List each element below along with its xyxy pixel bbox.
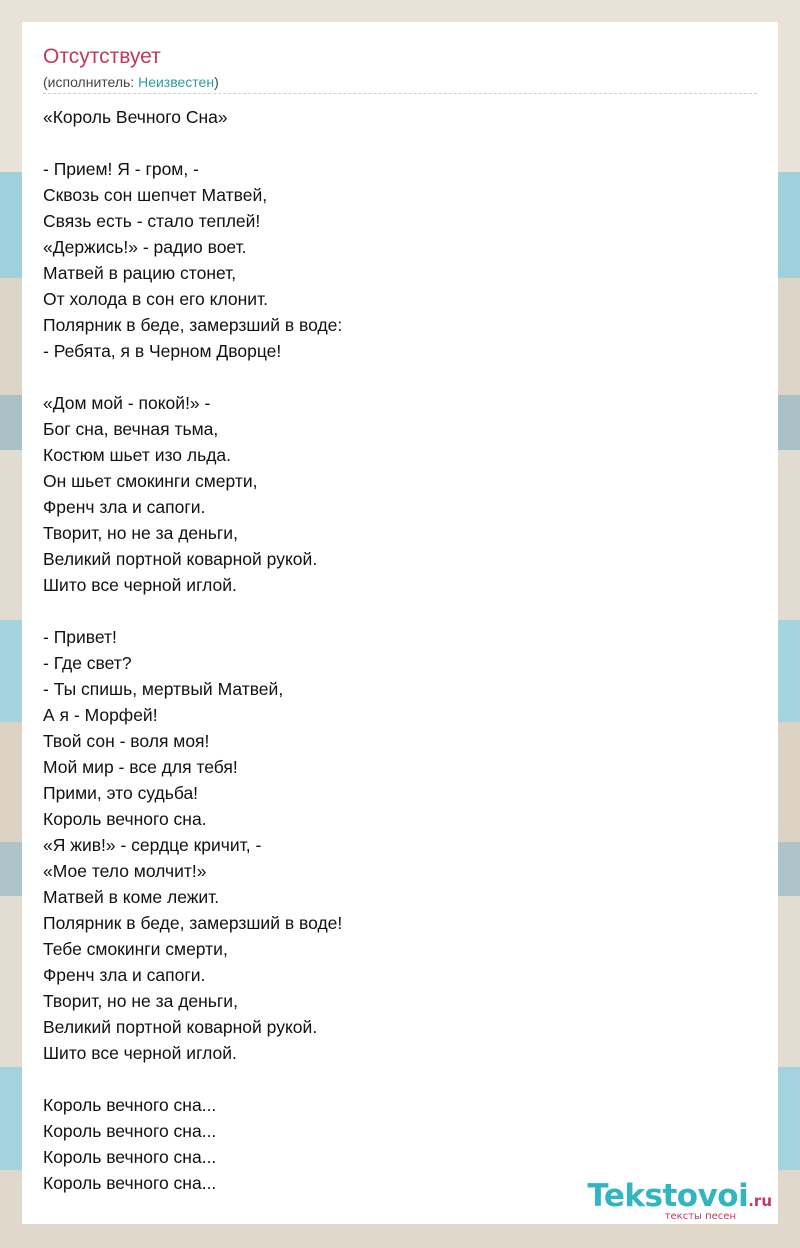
lyric-line: А я - Морфей! <box>43 705 158 725</box>
logo-tagline: тексты песен <box>664 1211 736 1222</box>
lyric-line: - Привет! <box>43 627 117 647</box>
artist-line <box>43 73 219 91</box>
lyric-line: Великий портной коварной рукой. <box>43 1017 318 1037</box>
lyric-line: Творит, но не за деньги, <box>43 991 238 1011</box>
lyric-line: Полярник в беде, замерзший в воде: <box>43 315 343 335</box>
lyric-line: «Мое тело молчит!» <box>43 861 207 881</box>
song-title: Отсутствует <box>43 45 161 68</box>
lyric-line: - Ты спишь, мертвый Матвей, <box>43 679 284 699</box>
lyric-line: Костюм шьет изо льда. <box>43 445 232 465</box>
lyric-line: «Я жив!» - сердце кричит, - <box>43 835 262 855</box>
lyric-line: Френч зла и сапоги. <box>43 497 206 517</box>
lyric-line: Король вечного сна... <box>43 1095 217 1115</box>
lyric-line: - Ребята, я в Черном Дворце! <box>43 341 282 361</box>
lyric-line: Бог сна, вечная тьма, <box>43 419 219 439</box>
lyric-line: Он шьет смокинги смерти, <box>43 471 258 491</box>
artist-suffix: ) <box>214 74 219 90</box>
artist-prefix: (исполнитель: <box>43 74 139 90</box>
lyric-line: Тебе смокинги смерти, <box>43 939 228 959</box>
artist-link[interactable]: Неизвестен <box>138 74 215 90</box>
lyric-line: Король вечного сна. <box>43 809 207 829</box>
lyric-line: Король вечного сна... <box>43 1121 217 1141</box>
lyric-line: «Держись!» - радио воет. <box>43 237 247 257</box>
lyric-line: От холода в сон его клонит. <box>43 289 269 309</box>
lyric-line: Великий портной коварной рукой. <box>43 549 318 569</box>
header-divider <box>43 93 757 94</box>
lyric-line <box>43 598 743 624</box>
lyric-line: Мой мир - все для тебя! <box>43 757 238 777</box>
lyric-line: Творит, но не за деньги, <box>43 523 238 543</box>
lyric-line: Твой сон - воля моя! <box>43 731 210 751</box>
logo-name: Tekstovoi <box>587 1178 749 1214</box>
logo-tld: .ru <box>748 1192 772 1210</box>
lyric-line: Матвей в рацию стонет, <box>43 263 237 283</box>
lyric-line: Связь есть - стало теплей! <box>43 211 261 231</box>
lyric-line: Король вечного сна... <box>43 1147 217 1167</box>
lyrics-card <box>22 22 778 1224</box>
lyric-line: Полярник в беде, замерзший в воде! <box>43 913 343 933</box>
lyric-line: Сквозь сон шепчет Матвей, <box>43 185 268 205</box>
lyric-line: Матвей в коме лежит. <box>43 887 220 907</box>
lyrics-text <box>43 104 743 1196</box>
lyric-line <box>43 1066 743 1092</box>
site-logo[interactable] <box>587 1178 772 1222</box>
lyric-line: Френч зла и сапоги. <box>43 965 206 985</box>
lyric-line: Шито все черной иглой. <box>43 575 237 595</box>
lyric-line: Король вечного сна... <box>43 1173 217 1193</box>
lyric-line: «Король Вечного Сна» <box>43 107 228 127</box>
lyric-line: Шито все черной иглой. <box>43 1043 237 1063</box>
lyric-line <box>43 364 743 390</box>
lyric-line: Прими, это судьба! <box>43 783 199 803</box>
lyric-line: - Где свет? <box>43 653 132 673</box>
lyric-line: «Дом мой - покой!» - <box>43 393 211 413</box>
lyric-line <box>43 130 743 156</box>
lyric-line: - Прием! Я - гром, - <box>43 159 199 179</box>
